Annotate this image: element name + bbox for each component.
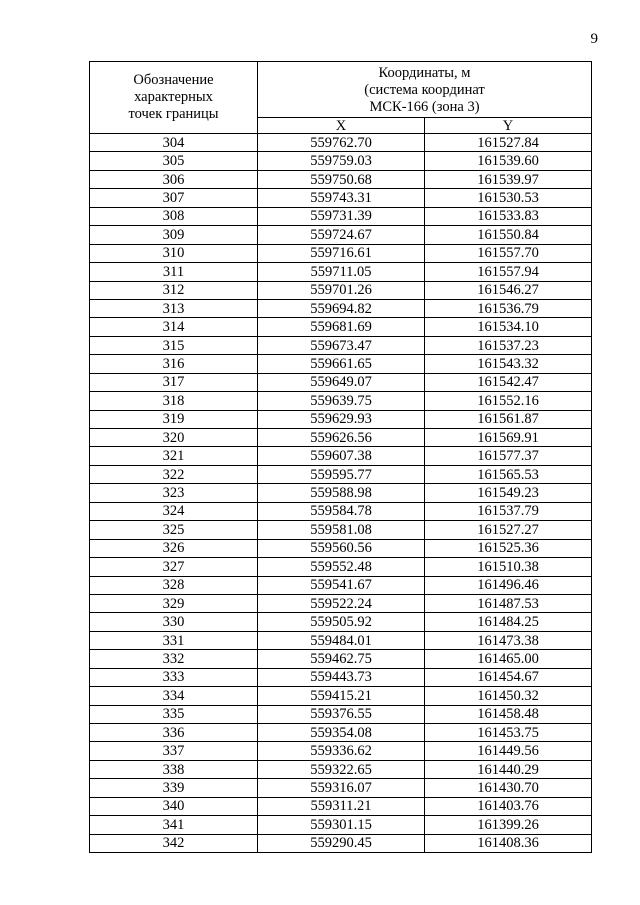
header-y: Y <box>425 118 592 134</box>
table-row <box>90 299 592 317</box>
cell-y: 161542.47 <box>425 373 592 391</box>
cell-x: 559354.08 <box>258 724 425 742</box>
cell-x: 559290.45 <box>258 834 425 852</box>
cell-y: 161552.16 <box>425 392 592 410</box>
table-row <box>90 742 592 760</box>
table-row <box>90 613 592 631</box>
cell-x: 559701.26 <box>258 281 425 299</box>
cell-x: 559762.70 <box>258 134 425 152</box>
cell-y: 161533.83 <box>425 207 592 225</box>
table-row <box>90 816 592 834</box>
cell-x: 559607.38 <box>258 447 425 465</box>
cell-point-number: 335 <box>90 705 258 723</box>
table-row <box>90 281 592 299</box>
cell-point-number: 333 <box>90 668 258 686</box>
cell-point-number: 324 <box>90 502 258 520</box>
cell-y: 161403.76 <box>425 797 592 815</box>
cell-point-number: 315 <box>90 336 258 354</box>
cell-y: 161565.53 <box>425 465 592 483</box>
table-row <box>90 447 592 465</box>
cell-x: 559649.07 <box>258 373 425 391</box>
cell-point-number: 340 <box>90 797 258 815</box>
cell-point-number: 323 <box>90 484 258 502</box>
table-row <box>90 373 592 391</box>
table-row <box>90 779 592 797</box>
table-row <box>90 226 592 244</box>
cell-x: 559588.98 <box>258 484 425 502</box>
cell-y: 161530.53 <box>425 189 592 207</box>
cell-x: 559301.15 <box>258 816 425 834</box>
cell-y: 161465.00 <box>425 650 592 668</box>
table-row <box>90 410 592 428</box>
cell-x: 559581.08 <box>258 521 425 539</box>
table-row <box>90 134 592 152</box>
cell-x: 559661.65 <box>258 355 425 373</box>
cell-x: 559336.62 <box>258 742 425 760</box>
table-row <box>90 631 592 649</box>
table-row <box>90 521 592 539</box>
cell-point-number: 320 <box>90 429 258 447</box>
cell-x: 559626.56 <box>258 429 425 447</box>
cell-point-number: 331 <box>90 631 258 649</box>
cell-x: 559541.67 <box>258 576 425 594</box>
table-row <box>90 502 592 520</box>
cell-x: 559681.69 <box>258 318 425 336</box>
table-row <box>90 152 592 170</box>
cell-x: 559724.67 <box>258 226 425 244</box>
cell-x: 559376.55 <box>258 705 425 723</box>
cell-point-number: 314 <box>90 318 258 336</box>
table-row <box>90 207 592 225</box>
cell-point-number: 317 <box>90 373 258 391</box>
header-coords-line: (система координат <box>364 82 485 98</box>
cell-point-number: 305 <box>90 152 258 170</box>
cell-y: 161399.26 <box>425 816 592 834</box>
cell-y: 161510.38 <box>425 558 592 576</box>
cell-y: 161525.36 <box>425 539 592 557</box>
cell-x: 559322.65 <box>258 760 425 778</box>
cell-point-number: 310 <box>90 244 258 262</box>
table-row <box>90 355 592 373</box>
table-row <box>90 336 592 354</box>
cell-point-number: 336 <box>90 724 258 742</box>
cell-x: 559716.61 <box>258 244 425 262</box>
cell-x: 559711.05 <box>258 263 425 281</box>
table-row <box>90 539 592 557</box>
cell-x: 559505.92 <box>258 613 425 631</box>
table-row <box>90 170 592 188</box>
cell-y: 161557.70 <box>425 244 592 262</box>
cell-x: 559552.48 <box>258 558 425 576</box>
cell-point-number: 339 <box>90 779 258 797</box>
page-number: 9 <box>590 31 598 47</box>
cell-y: 161453.75 <box>425 724 592 742</box>
cell-x: 559750.68 <box>258 170 425 188</box>
table-row <box>90 797 592 815</box>
table-row <box>90 668 592 686</box>
cell-point-number: 316 <box>90 355 258 373</box>
table-row <box>90 465 592 483</box>
cell-point-number: 338 <box>90 760 258 778</box>
cell-y: 161569.91 <box>425 429 592 447</box>
table-row <box>90 576 592 594</box>
cell-x: 559694.82 <box>258 299 425 317</box>
cell-y: 161496.46 <box>425 576 592 594</box>
cell-y: 161408.36 <box>425 834 592 852</box>
cell-y: 161440.29 <box>425 760 592 778</box>
table-row <box>90 318 592 336</box>
cell-y: 161527.27 <box>425 521 592 539</box>
table-row <box>90 189 592 207</box>
cell-x: 559759.03 <box>258 152 425 170</box>
cell-point-number: 341 <box>90 816 258 834</box>
cell-y: 161550.84 <box>425 226 592 244</box>
cell-y: 161454.67 <box>425 668 592 686</box>
cell-y: 161546.27 <box>425 281 592 299</box>
cell-y: 161543.32 <box>425 355 592 373</box>
cell-y: 161484.25 <box>425 613 592 631</box>
cell-x: 559443.73 <box>258 668 425 686</box>
cell-point-number: 337 <box>90 742 258 760</box>
table-row <box>90 760 592 778</box>
cell-point-number: 321 <box>90 447 258 465</box>
table-row <box>90 705 592 723</box>
table-row <box>90 558 592 576</box>
cell-x: 559673.47 <box>258 336 425 354</box>
cell-y: 161430.70 <box>425 779 592 797</box>
cell-y: 161487.53 <box>425 594 592 612</box>
header-coords-line: Координаты, м <box>378 65 471 81</box>
cell-point-number: 330 <box>90 613 258 631</box>
cell-point-number: 329 <box>90 594 258 612</box>
cell-point-number: 319 <box>90 410 258 428</box>
table-row <box>90 263 592 281</box>
cell-point-number: 313 <box>90 299 258 317</box>
cell-point-number: 304 <box>90 134 258 152</box>
table-row <box>90 392 592 410</box>
header-x: X <box>258 118 425 134</box>
cell-y: 161557.94 <box>425 263 592 281</box>
cell-point-number: 328 <box>90 576 258 594</box>
cell-y: 161458.48 <box>425 705 592 723</box>
cell-point-number: 307 <box>90 189 258 207</box>
header-point-designation <box>90 62 258 134</box>
cell-x: 559415.21 <box>258 687 425 705</box>
cell-point-number: 334 <box>90 687 258 705</box>
cell-point-number: 312 <box>90 281 258 299</box>
cell-x: 559484.01 <box>258 631 425 649</box>
header-coords-line: МСК-166 (зона 3) <box>369 99 480 115</box>
cell-point-number: 306 <box>90 170 258 188</box>
cell-y: 161450.32 <box>425 687 592 705</box>
header-coordinates <box>258 62 592 118</box>
cell-point-number: 325 <box>90 521 258 539</box>
cell-x: 559560.56 <box>258 539 425 557</box>
cell-y: 161549.23 <box>425 484 592 502</box>
cell-point-number: 308 <box>90 207 258 225</box>
cell-x: 559311.21 <box>258 797 425 815</box>
header-point-line: точек границы <box>128 106 219 122</box>
table-body <box>90 134 592 853</box>
cell-x: 559316.07 <box>258 779 425 797</box>
table-row <box>90 484 592 502</box>
cell-y: 161539.97 <box>425 170 592 188</box>
cell-y: 161537.79 <box>425 502 592 520</box>
table-row <box>90 244 592 262</box>
table-row <box>90 650 592 668</box>
cell-y: 161473.38 <box>425 631 592 649</box>
table-row <box>90 724 592 742</box>
table-header <box>90 62 592 134</box>
cell-point-number: 309 <box>90 226 258 244</box>
cell-point-number: 311 <box>90 263 258 281</box>
cell-y: 161561.87 <box>425 410 592 428</box>
cell-point-number: 322 <box>90 465 258 483</box>
header-point-line: Обозначение <box>133 72 214 88</box>
cell-x: 559584.78 <box>258 502 425 520</box>
cell-y: 161577.37 <box>425 447 592 465</box>
header-point-line: характерных <box>134 89 213 105</box>
cell-point-number: 342 <box>90 834 258 852</box>
cell-y: 161537.23 <box>425 336 592 354</box>
table-row <box>90 594 592 612</box>
cell-point-number: 327 <box>90 558 258 576</box>
cell-x: 559629.93 <box>258 410 425 428</box>
cell-x: 559522.24 <box>258 594 425 612</box>
table-row <box>90 834 592 852</box>
cell-x: 559731.39 <box>258 207 425 225</box>
cell-x: 559743.31 <box>258 189 425 207</box>
cell-y: 161449.56 <box>425 742 592 760</box>
cell-x: 559595.77 <box>258 465 425 483</box>
cell-x: 559639.75 <box>258 392 425 410</box>
table-row <box>90 687 592 705</box>
cell-x: 559462.75 <box>258 650 425 668</box>
table-row <box>90 429 592 447</box>
cell-y: 161536.79 <box>425 299 592 317</box>
cell-point-number: 326 <box>90 539 258 557</box>
coordinates-table <box>89 61 592 853</box>
cell-y: 161527.84 <box>425 134 592 152</box>
cell-point-number: 332 <box>90 650 258 668</box>
cell-y: 161534.10 <box>425 318 592 336</box>
cell-point-number: 318 <box>90 392 258 410</box>
cell-y: 161539.60 <box>425 152 592 170</box>
